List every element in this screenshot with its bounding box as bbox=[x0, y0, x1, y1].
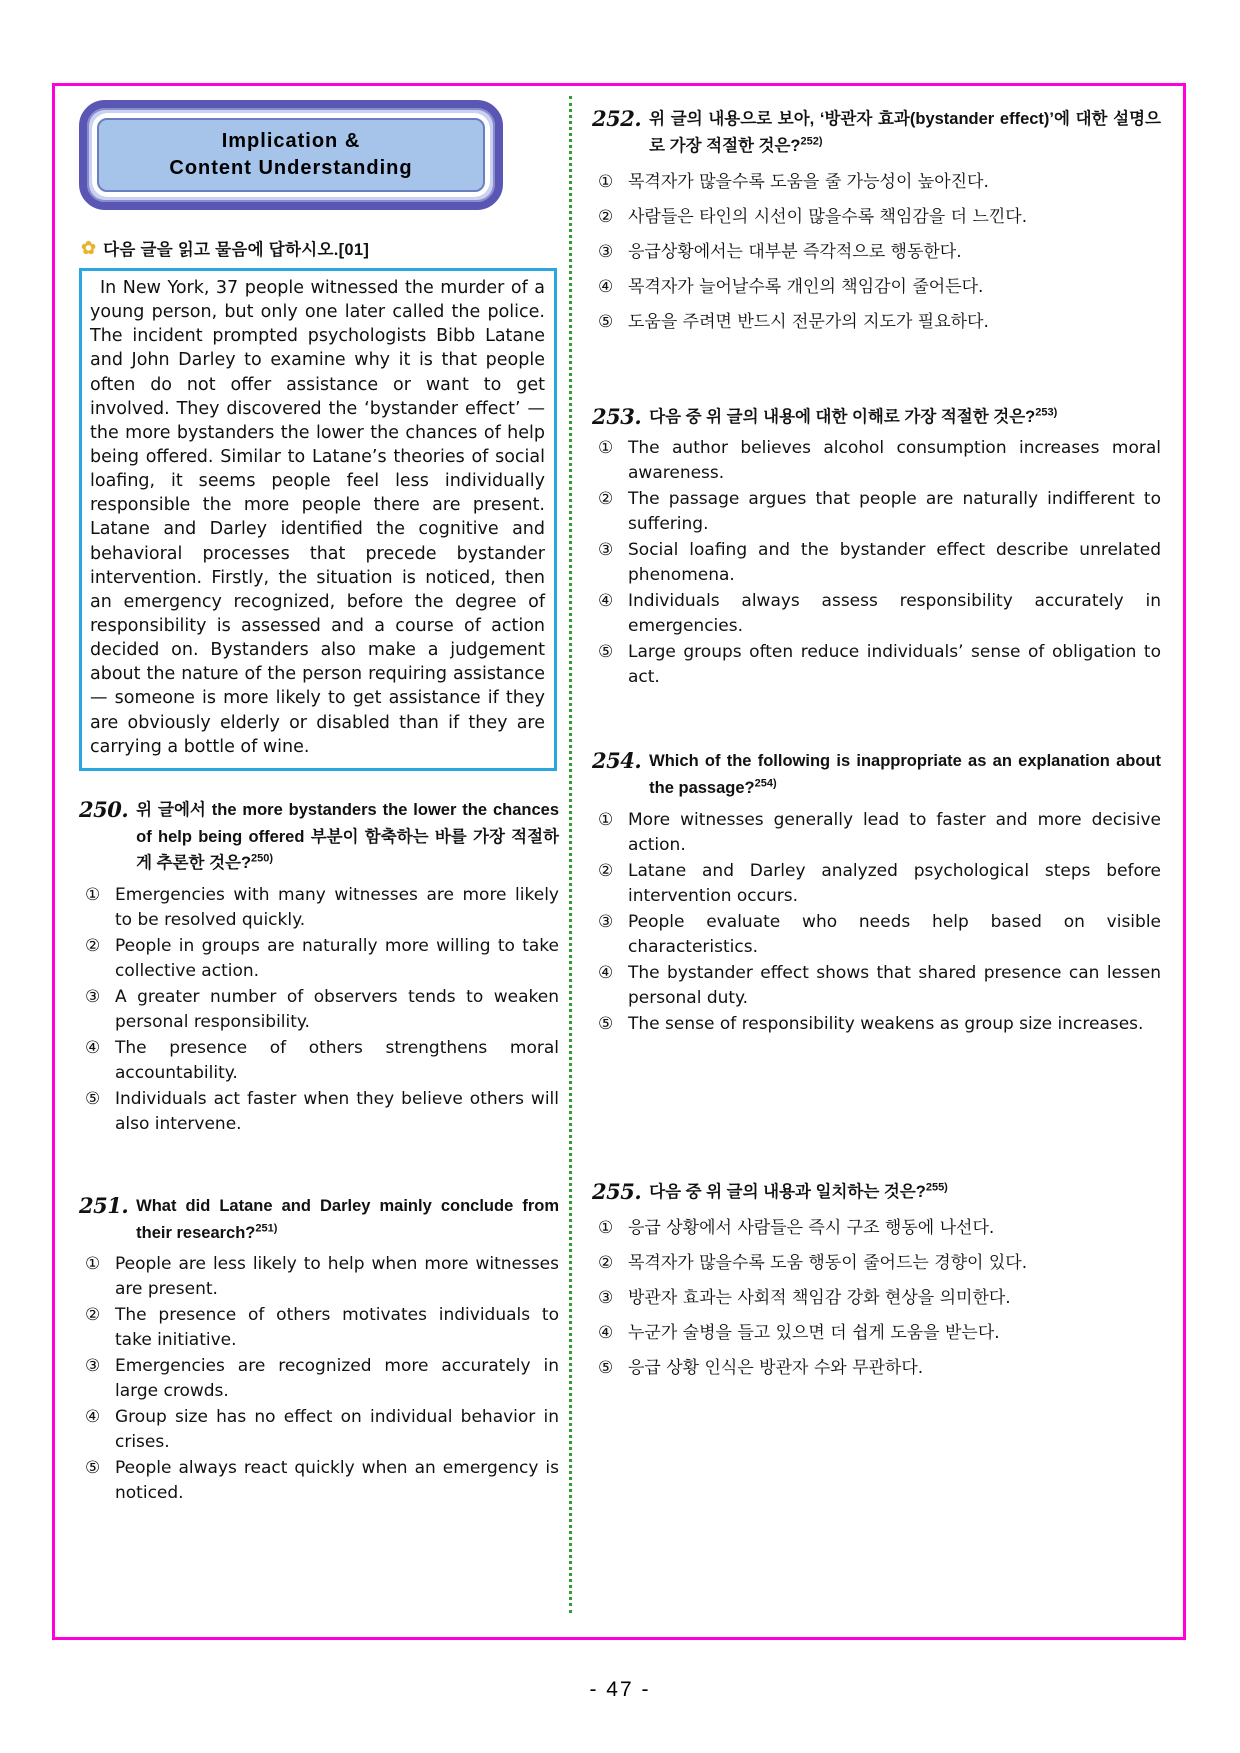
option-5 bbox=[598, 1012, 1161, 1037]
question-number: 250. bbox=[79, 796, 129, 822]
question-255 bbox=[592, 1179, 1161, 1386]
option-2 bbox=[85, 1303, 559, 1353]
option-text: Large groups often reduce individuals’ sense of obligation to act. bbox=[628, 642, 1161, 688]
footnote-ref: 253) bbox=[1035, 406, 1058, 419]
option-marker: ④ bbox=[598, 276, 614, 296]
option-marker: ⑤ bbox=[598, 311, 614, 331]
option-2 bbox=[85, 934, 559, 984]
option-text: People evaluate who needs help based on visible characteristics. bbox=[628, 911, 1161, 957]
question-250-options bbox=[79, 883, 559, 1137]
question-prompt-text: What did Latane and Darley mainly conclude from their research? bbox=[136, 1196, 559, 1242]
instruction-text: 다음 글을 읽고 물음에 답하시오.[01] bbox=[103, 241, 370, 259]
option-marker: ① bbox=[598, 1218, 614, 1238]
option-text: The presence of others strengthens moral accountability. bbox=[115, 1037, 559, 1083]
question-number: 254. bbox=[592, 748, 642, 774]
passage-text: In New York, 37 people witnessed the murder of a young person, but only one later called the police. The incident prompted psychologists Bibb Latane and John Darley to examine why it is that people often do not offer assistance or want to get involved. They discovered the ‘bystander effect’ — the more bystanders the lower the chances of help being offered. Similar to Latane’s theories of social loafing, it seems people feel less individually responsible the more people there are present. Latane and Darley identified the cognitive and behavioral processes that precede bystander intervention. Firstly, the situation is noticed, then an emergency recognized, before the degree of responsibility is assessed and a course of action decided on. Bystanders also make a judgement about the nature of the person requiring assistance — someone is more likely to get assistance if they are obviously elderly or disabled than if they are carrying a bottle of wine. bbox=[90, 278, 545, 757]
option-1 bbox=[85, 1252, 559, 1302]
question-prompt bbox=[649, 106, 1161, 159]
option-4 bbox=[598, 589, 1161, 639]
option-text: The author believes alcohol consumption increases moral awareness. bbox=[628, 438, 1161, 484]
instruction-row bbox=[81, 236, 559, 260]
option-marker: ② bbox=[598, 1253, 614, 1273]
option-5 bbox=[598, 305, 1161, 340]
option-5 bbox=[85, 1087, 559, 1137]
question-251 bbox=[79, 1193, 559, 1506]
option-text: 응급 상황 인식은 방관자 수와 무관하다. bbox=[628, 1357, 924, 1378]
option-1 bbox=[598, 165, 1161, 200]
option-marker: ⑤ bbox=[598, 642, 614, 662]
question-250-header bbox=[79, 797, 559, 877]
option-text: Group size has no effect on individual behavior in crises. bbox=[115, 1407, 559, 1453]
option-text: The presence of others motivates individuals to take initiative. bbox=[115, 1305, 559, 1351]
option-4 bbox=[598, 961, 1161, 1011]
option-text: People in groups are naturally more willing to take collective action. bbox=[115, 935, 559, 981]
option-text: A greater number of observers tends to weaken personal responsibility. bbox=[115, 986, 559, 1032]
footnote-ref: 252) bbox=[800, 135, 823, 148]
option-text: 목격자가 늘어날수록 개인의 책임감이 줄어든다. bbox=[628, 276, 984, 297]
question-251-header bbox=[79, 1193, 559, 1246]
question-252 bbox=[592, 106, 1161, 340]
option-marker: ③ bbox=[598, 911, 614, 931]
option-marker: ② bbox=[598, 489, 614, 509]
option-text: More witnesses generally lead to faster and more decisive action. bbox=[628, 809, 1161, 855]
section-badge bbox=[79, 100, 503, 210]
question-251-options bbox=[79, 1252, 559, 1506]
option-text: People are less likely to help when more witnesses are present. bbox=[115, 1254, 559, 1300]
option-5 bbox=[598, 1351, 1161, 1386]
option-marker: ④ bbox=[85, 1407, 101, 1427]
option-marker: ③ bbox=[598, 1287, 614, 1307]
question-253 bbox=[592, 404, 1161, 691]
question-prompt bbox=[649, 404, 1161, 431]
option-1 bbox=[598, 436, 1161, 486]
option-text: 목격자가 많을수록 도움 행동이 줄어드는 경향이 있다. bbox=[628, 1253, 1028, 1274]
option-text: Individuals act faster when they believe others will also intervene. bbox=[115, 1088, 559, 1134]
question-number: 253. bbox=[592, 403, 642, 429]
option-marker: ① bbox=[598, 172, 614, 192]
footnote-ref: 255) bbox=[925, 1181, 948, 1194]
option-marker: ① bbox=[85, 884, 101, 904]
option-2 bbox=[598, 200, 1161, 235]
option-2 bbox=[598, 487, 1161, 537]
question-number: 251. bbox=[79, 1192, 129, 1218]
question-252-options bbox=[592, 165, 1161, 339]
option-marker: ② bbox=[85, 1305, 101, 1325]
question-254-options bbox=[592, 808, 1161, 1037]
footnote-ref: 254) bbox=[754, 777, 777, 790]
option-text: The bystander effect shows that shared presence can lessen personal duty. bbox=[628, 962, 1161, 1008]
option-marker: ③ bbox=[598, 540, 614, 560]
question-prompt-text: Which of the following is inappropriate as an explanation about the passage? bbox=[649, 752, 1161, 797]
question-prompt bbox=[136, 797, 559, 877]
option-text: People always react quickly when an emergency is noticed. bbox=[115, 1458, 559, 1504]
option-4 bbox=[598, 1316, 1161, 1351]
option-text: Emergencies are recognized more accurately in large crowds. bbox=[115, 1356, 559, 1402]
option-5 bbox=[598, 640, 1161, 690]
option-3 bbox=[598, 538, 1161, 588]
option-text: 목격자가 많을수록 도움을 줄 가능성이 높아진다. bbox=[628, 172, 989, 193]
option-text: The sense of responsibility weakens as group size increases. bbox=[628, 1013, 1144, 1034]
page-number: - 47 - bbox=[589, 1678, 651, 1701]
question-254-header bbox=[592, 748, 1161, 801]
option-4 bbox=[85, 1036, 559, 1086]
option-marker: ⑤ bbox=[598, 1357, 614, 1377]
question-number: 252. bbox=[592, 106, 642, 131]
question-prompt-text: 다음 중 위 글의 내용에 대한 이해로 가장 적절한 것은? bbox=[649, 407, 1036, 426]
question-250 bbox=[79, 797, 559, 1137]
option-3 bbox=[598, 910, 1161, 960]
question-255-header bbox=[592, 1179, 1161, 1206]
option-text: Emergencies with many witnesses are more likely to be resolved quickly. bbox=[115, 884, 559, 930]
option-marker: ① bbox=[598, 809, 614, 829]
section-badge-ring bbox=[92, 113, 490, 197]
option-text: 누군가 술병을 들고 있으면 더 쉽게 도움을 받는다. bbox=[628, 1322, 1000, 1343]
option-text: 방관자 효과는 사회적 책임감 강화 현상을 의미한다. bbox=[628, 1287, 1011, 1308]
option-marker: ⑤ bbox=[85, 1088, 101, 1108]
worksheet-page bbox=[52, 83, 1186, 1640]
option-marker: ④ bbox=[598, 1322, 614, 1342]
option-1 bbox=[598, 808, 1161, 858]
question-255-options bbox=[592, 1211, 1161, 1385]
section-title-line2: Content Understanding bbox=[169, 157, 413, 179]
option-marker: ⑤ bbox=[85, 1458, 101, 1478]
option-marker: ① bbox=[598, 438, 614, 458]
question-prompt-text: 다음 중 위 글의 내용과 일치하는 것은? bbox=[649, 1182, 926, 1201]
question-prompt bbox=[136, 1193, 559, 1246]
column-divider bbox=[569, 96, 572, 1613]
question-254 bbox=[592, 748, 1161, 1036]
option-2 bbox=[598, 1246, 1161, 1281]
option-text: 응급상황에서는 대부분 즉각적으로 행동한다. bbox=[628, 242, 962, 263]
question-prompt bbox=[649, 748, 1161, 801]
option-text: Social loafing and the bystander effect describe unrelated phenomena. bbox=[628, 540, 1161, 586]
option-marker: ③ bbox=[85, 1356, 101, 1376]
option-text: 사람들은 타인의 시선이 많을수록 책임감을 더 느낀다. bbox=[628, 207, 1028, 228]
question-prompt-text: 위 글에서 the more bystanders the lower the chances of help being offered 부분이 함축하는 바를 가장 적절하게 추론한 것은? bbox=[136, 800, 559, 873]
option-text: The passage argues that people are naturally indifferent to suffering. bbox=[628, 489, 1161, 535]
right-column bbox=[574, 86, 1183, 1637]
flower-icon: ✿ bbox=[81, 238, 97, 258]
question-253-options bbox=[592, 436, 1161, 690]
option-text: 도움을 주려면 반드시 전문가의 지도가 필요하다. bbox=[628, 311, 989, 332]
option-3 bbox=[85, 1354, 559, 1404]
left-column bbox=[55, 86, 567, 1637]
option-4 bbox=[598, 270, 1161, 305]
option-3 bbox=[598, 235, 1161, 270]
question-253-header bbox=[592, 404, 1161, 431]
option-1 bbox=[598, 1211, 1161, 1246]
option-marker: ② bbox=[598, 860, 614, 880]
option-4 bbox=[85, 1405, 559, 1455]
option-text: Latane and Darley analyzed psychological steps before intervention occurs. bbox=[628, 860, 1161, 906]
option-marker: ② bbox=[85, 935, 101, 955]
option-2 bbox=[598, 859, 1161, 909]
question-number: 255. bbox=[592, 1178, 642, 1204]
option-marker: ① bbox=[85, 1254, 101, 1274]
question-prompt-text: 위 글의 내용으로 보아, ‘방관자 효과(bystander effect)’에 대한 설명으로 가장 적절한 것은? bbox=[649, 110, 1161, 155]
option-marker: ② bbox=[598, 207, 614, 227]
passage-box bbox=[79, 268, 557, 771]
footnote-ref: 251) bbox=[255, 1222, 278, 1235]
option-marker: ③ bbox=[598, 242, 614, 262]
option-marker: ④ bbox=[85, 1037, 101, 1057]
option-marker: ③ bbox=[85, 986, 101, 1006]
option-text: 응급 상황에서 사람들은 즉시 구조 행동에 나선다. bbox=[628, 1218, 995, 1239]
option-marker: ⑤ bbox=[598, 1013, 614, 1033]
question-prompt bbox=[649, 1179, 1161, 1206]
option-1 bbox=[85, 883, 559, 933]
option-3 bbox=[85, 985, 559, 1035]
option-3 bbox=[598, 1281, 1161, 1316]
option-marker: ④ bbox=[598, 962, 614, 982]
option-marker: ④ bbox=[598, 591, 614, 611]
question-252-header bbox=[592, 106, 1161, 159]
option-text: Individuals always assess responsibility accurately in emergencies. bbox=[628, 591, 1161, 637]
option-5 bbox=[85, 1456, 559, 1506]
footnote-ref: 250) bbox=[251, 852, 274, 865]
section-title-line1: Implication & bbox=[221, 130, 361, 152]
section-badge-panel bbox=[97, 118, 485, 192]
